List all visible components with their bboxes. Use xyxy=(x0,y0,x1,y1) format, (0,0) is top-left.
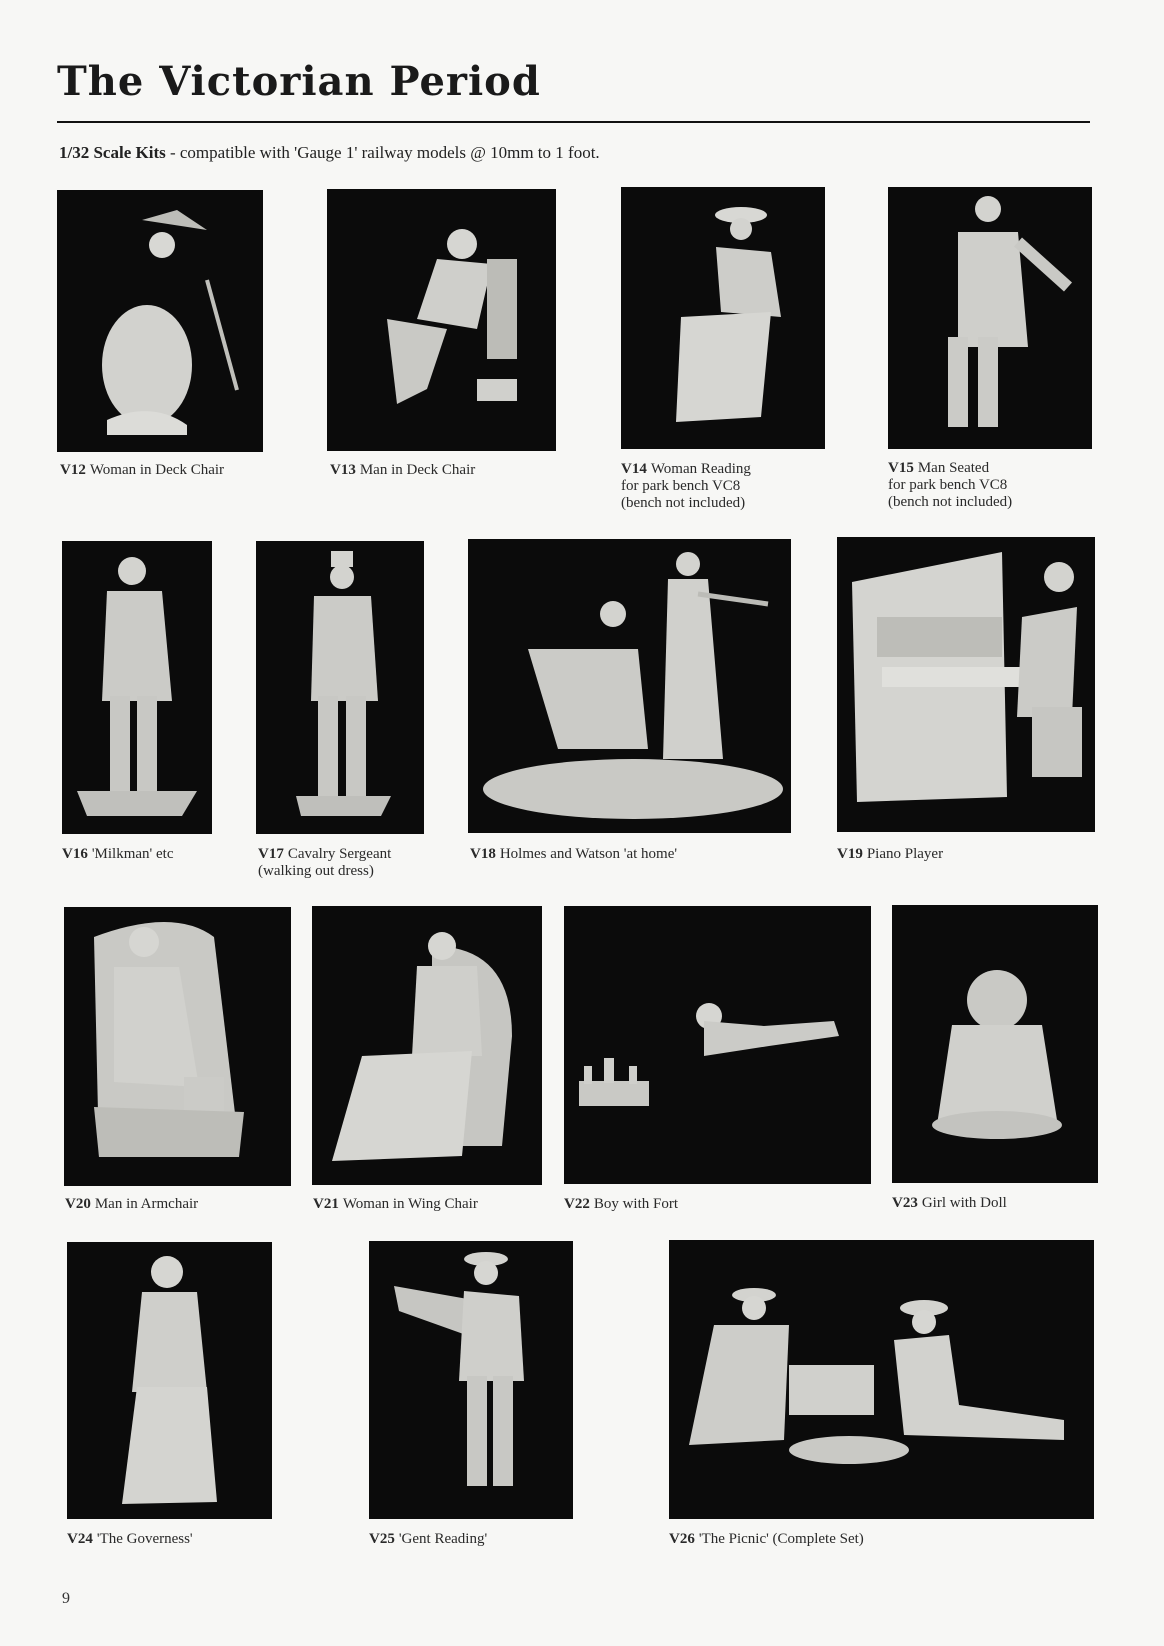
page-subtitle xyxy=(59,143,600,163)
caption-v12: V12 Woman in Deck Chair xyxy=(60,462,225,478)
page-title: The Victorian Period xyxy=(57,58,541,105)
photo-v19 xyxy=(837,537,1095,832)
caption-v16: V16 'Milkman' etc xyxy=(62,846,174,862)
subtitle-description: - compatible with 'Gauge 1' railway models @ 10mm to 1 foot. xyxy=(165,143,600,162)
page-number: 9 xyxy=(62,1590,70,1607)
caption-v22: V22 Boy with Fort xyxy=(564,1196,679,1212)
subtitle-scale: 1/32 Scale Kits xyxy=(59,143,166,162)
caption-v18: V18 Holmes and Watson 'at home' xyxy=(470,846,678,862)
caption-v21: V21 Woman in Wing Chair xyxy=(313,1196,478,1212)
caption-v15: V15 Man Seated for park bench VC8 (bench not included) xyxy=(888,460,1013,510)
photo-v20 xyxy=(64,907,291,1186)
caption-v14: V14 Woman Reading for park bench VC8 (bench not included) xyxy=(621,461,751,511)
photo-v26 xyxy=(669,1240,1094,1519)
caption-v20: V20 Man in Armchair xyxy=(65,1196,199,1212)
photo-v14 xyxy=(621,187,825,449)
photo-v13 xyxy=(327,189,556,451)
photo-v12 xyxy=(57,190,263,452)
caption-v25: V25 'Gent Reading' xyxy=(369,1531,488,1547)
caption-v26: V26 'The Picnic' (Complete Set) xyxy=(669,1531,864,1547)
photo-v22 xyxy=(564,906,871,1184)
title-rule xyxy=(57,121,1090,123)
caption-v13: V13 Man in Deck Chair xyxy=(330,462,476,478)
caption-v23: V23 Girl with Doll xyxy=(892,1195,1007,1211)
caption-v24: V24 'The Governess' xyxy=(67,1531,193,1547)
caption-v17: V17 Cavalry Sergeant (walking out dress) xyxy=(258,846,392,879)
photo-v16 xyxy=(62,541,212,834)
photo-v17 xyxy=(256,541,424,834)
photo-v18 xyxy=(468,539,791,833)
caption-v19: V19 Piano Player xyxy=(837,846,944,862)
photo-v25 xyxy=(369,1241,573,1519)
photo-v15 xyxy=(888,187,1092,449)
photo-v24 xyxy=(67,1242,272,1519)
photo-v21 xyxy=(312,906,542,1185)
photo-v23 xyxy=(892,905,1098,1183)
